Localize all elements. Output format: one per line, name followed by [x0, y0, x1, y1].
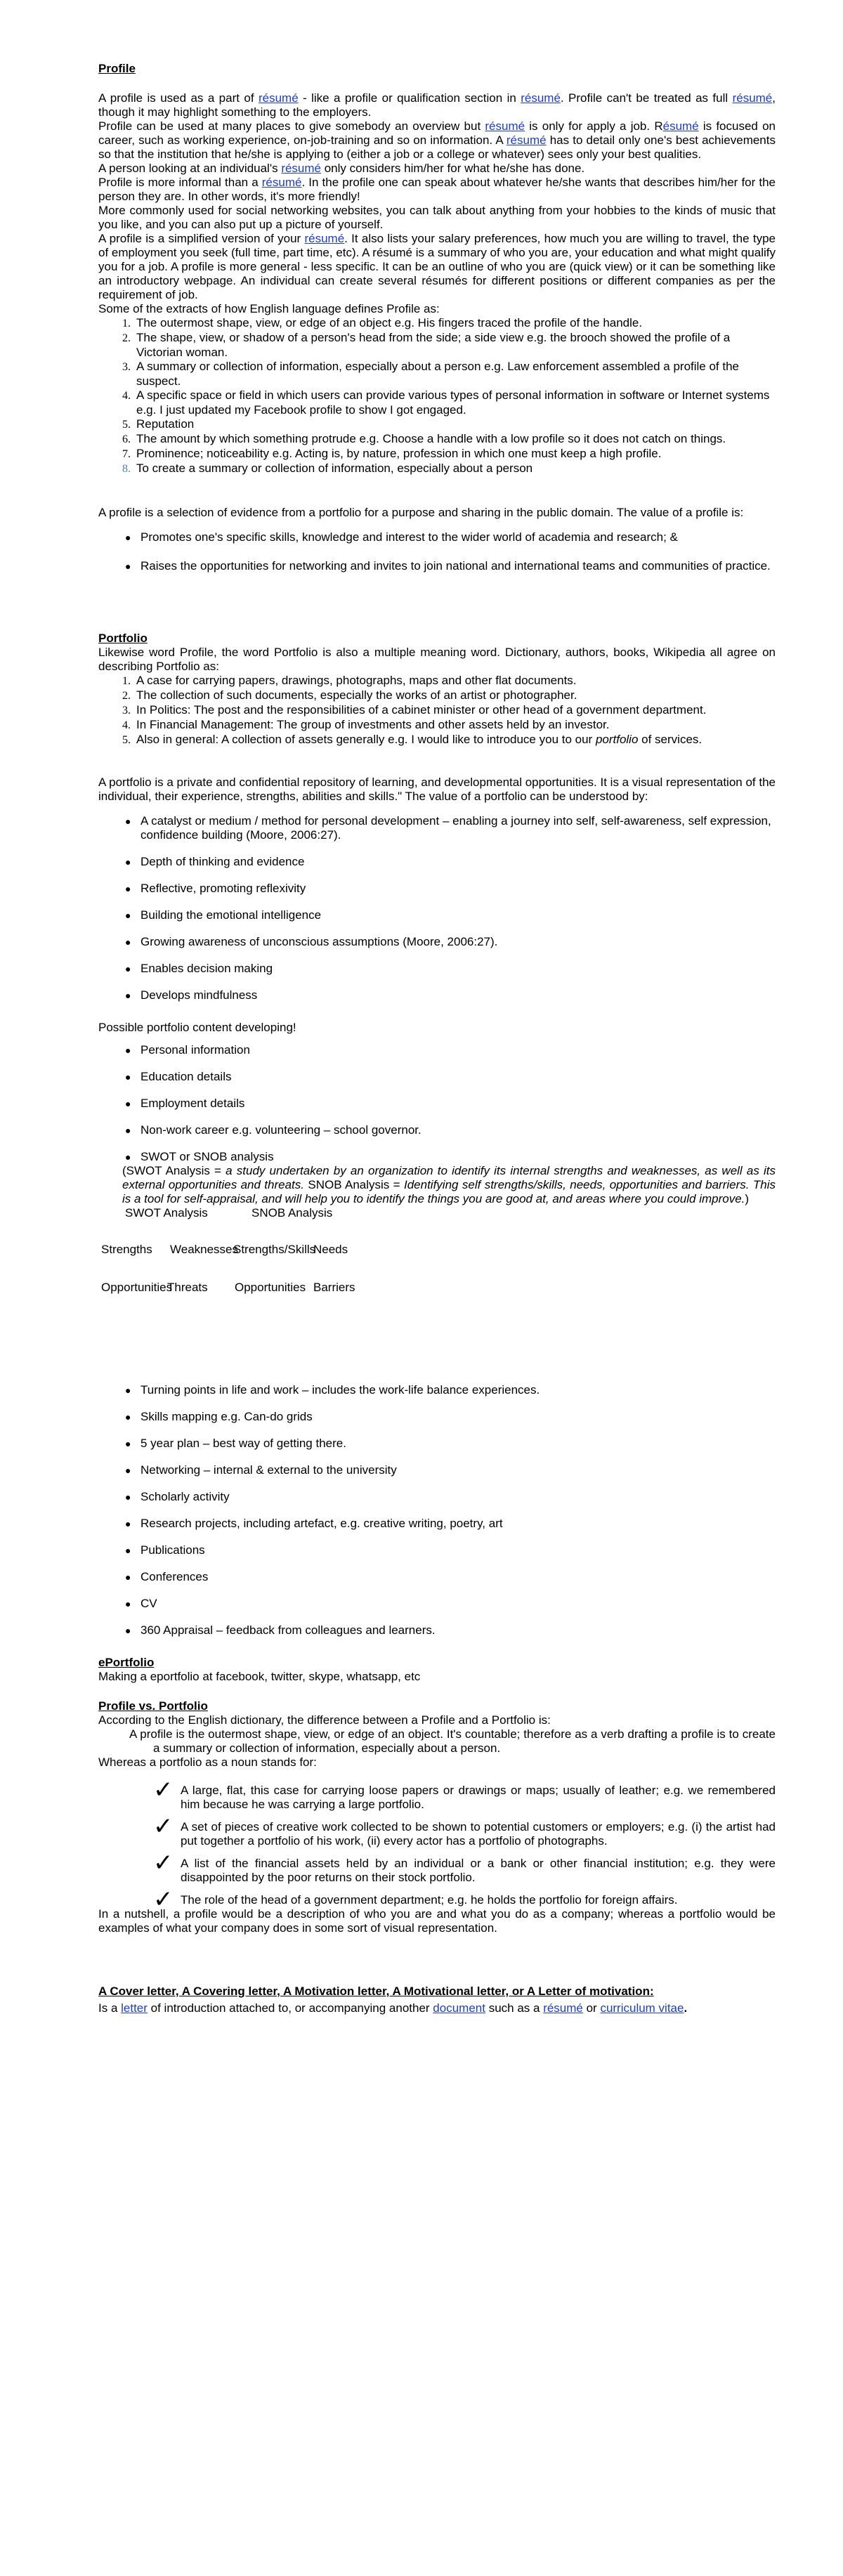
resume-link[interactable]: résumé — [281, 162, 321, 175]
swot-cell: Threats — [167, 1281, 208, 1294]
portfolio-definition-list — [98, 674, 776, 747]
list-item: 2. The collection of such documents, especially the works of an artist or photographer. — [122, 688, 577, 702]
resume-link[interactable]: ésumé — [662, 119, 699, 133]
cover-letter-text: Is a letter of introduction attached to, or accompanying another document such as a résumé or curriculum vitae. — [98, 2001, 688, 2015]
versus-intro: According to the English dictionary, the difference between a Profile and a Portfolio is: — [98, 1713, 551, 1727]
list-item: ● Networking – internal & external to the university — [98, 1463, 776, 1477]
resume-link[interactable]: résumé — [304, 232, 345, 245]
list-item: 8. To create a summary or collection of information, especially about a person — [122, 462, 533, 475]
profile-heading: Profile — [98, 62, 136, 75]
profile-paragraph-1: A profile is used as a part of résumé - like a profile or qualification section in résumé. Profile can't be treated as full résumé, though it may highlight something to the employers. — [98, 91, 776, 119]
list-item: ● CV — [98, 1597, 776, 1611]
check-icon: ✓ — [153, 1776, 174, 1804]
snob-cell: Needs — [313, 1243, 348, 1256]
list-item: ● SWOT or SNOB analysis — [98, 1150, 776, 1164]
list-item: ● 5 year plan – best way of getting there. — [98, 1437, 776, 1451]
profile-value-list — [98, 530, 776, 573]
check-icon: ✓ — [153, 1849, 174, 1877]
list-item: ● Skills mapping e.g. Can-do grids — [98, 1410, 776, 1424]
list-item: ● Non-work career e.g. volunteering – school governor. — [98, 1123, 776, 1137]
swot-snob-table — [98, 1206, 776, 1312]
eportfolio-text: Making a eportfolio at facebook, twitter, skype, whatsapp, etc — [98, 1670, 421, 1683]
versus-check-list — [98, 1776, 776, 1914]
portfolio-content-intro: Possible portfolio content developing! — [98, 1021, 296, 1034]
list-item: ✓ A set of pieces of creative work collected to be shown to potential customers or employers; e.g. (i) the artist had put together a portfolio of his work, (ii) every actor has a portfolio of photographs. — [153, 1812, 776, 1848]
list-item: ● Publications — [98, 1543, 776, 1557]
list-item: ● Personal information — [98, 1043, 776, 1057]
resume-link[interactable]: résumé — [543, 2001, 583, 2015]
list-item: ● Raises the opportunities for networking and invites to join national and international teams and communities of practice. — [98, 559, 776, 573]
list-item: ✓ A large, flat, this case for carrying loose papers or drawings or maps; usually of leather; e.g. we remembered him because he was carrying a large portfolio. — [153, 1776, 776, 1811]
resume-link[interactable]: résumé — [521, 91, 561, 105]
list-item: 6. The amount by which something protrude e.g. Choose a handle with a low profile so it does not catch on things. — [122, 432, 726, 445]
document-page — [98, 62, 776, 2018]
list-item: ● Employment details — [98, 1097, 776, 1111]
swot-cell: Strengths — [101, 1243, 152, 1256]
swot-cell: Opportunities — [101, 1281, 173, 1294]
cover-letter-heading: A Cover letter, A Covering letter, A Motivation letter, A Motivational letter, or A Letter of motivation: — [98, 1985, 654, 1998]
profile-definition-list — [98, 316, 776, 476]
profile-paragraph-4: Profile is more informal than a résumé. In the profile one can speak about whatever he/she wants that describes him/her for the person they are. In other words, it's more friendly! — [98, 176, 776, 203]
snob-title: SNOB Analysis — [251, 1206, 333, 1220]
list-item: ✓ A list of the financial assets held by an individual or a bank or other financial institution; e.g. they were disappointed by the poor returns on their stock portfolio. — [153, 1849, 776, 1884]
list-item: 5. Reputation — [122, 417, 195, 431]
list-item: ● Growing awareness of unconscious assumptions (Moore, 2006:27). — [98, 935, 776, 949]
list-item: ● Reflective, promoting reflexivity — [98, 882, 776, 896]
portfolio-value-intro: A portfolio is a private and confidential repository of learning, and developmental opportunities. It is a visual representation of the individual, their experience, strengths, abilities and skills." The value of a portfolio can be understood by: — [98, 776, 776, 803]
list-item: ● Scholarly activity — [98, 1490, 776, 1504]
portfolio-content-list-a — [98, 1043, 776, 1164]
versus-summary: In a nutshell, a profile would be a description of who you are and what you do as a company; whereas a portfolio would be examples of what your company does in some sort of visual representation. — [98, 1907, 776, 1935]
check-icon: ✓ — [153, 1885, 174, 1914]
profile-paragraph-7: Some of the extracts of how English language defines Profile as: — [98, 302, 440, 315]
profile-paragraph-3: A person looking at an individual's résumé only considers him/her for what he/she has done. — [98, 162, 585, 175]
portfolio-heading: Portfolio — [98, 632, 148, 645]
document-link[interactable]: document — [433, 2001, 485, 2015]
list-item: ● Promotes one's specific skills, knowledge and interest to the wider world of academia and research; & — [98, 530, 776, 544]
swot-cell: Weaknesses — [170, 1243, 239, 1256]
resume-link[interactable]: résumé — [261, 176, 302, 189]
list-item: ● Research projects, including artefact, e.g. creative writing, poetry, art — [98, 1517, 776, 1531]
resume-link[interactable]: résumé — [506, 133, 547, 147]
list-item: 4. In Financial Management: The group of investments and other assets held by an investor. — [122, 718, 610, 731]
portfolio-content-list-b — [98, 1383, 776, 1637]
profile-paragraph-6: A profile is a simplified version of your résumé. It also lists your salary preferences, how much you are willing to travel, the type of employment you seek (full time, part time, etc). A résumé is a summary of who you are, your education and what might qualify you for a job. A profile is more general - less specific. It can be an outline of who you are (quick view) or it can be something like an introductory webpage. An individual can create several résumés for different positions or different companies as per the requirement of job. — [98, 232, 776, 301]
profile-paragraph-2: Profile can be used at many places to give somebody an overview but résumé is only for apply a job. Résumé is focused on career, such as working experience, on-job-training and so on information. A résumé has to detail only one's best achievements so that the institution that he/she is applying to (either a job or a college or whatever) sees only your best qualities. — [98, 119, 776, 161]
resume-link[interactable]: résumé — [485, 119, 525, 133]
snob-cell: Opportunities — [235, 1281, 306, 1294]
check-icon: ✓ — [153, 1812, 174, 1841]
list-item: ● Building the emotional intelligence — [98, 908, 776, 922]
versus-portfolio-intro: Whereas a portfolio as a noun stands for: — [98, 1756, 317, 1769]
letter-link[interactable]: letter — [121, 2001, 148, 2015]
curriculum-vitae-link[interactable]: curriculum vitae — [600, 2001, 684, 2015]
resume-link[interactable]: résumé — [258, 91, 299, 105]
list-item: 3. In Politics: The post and the responsibilities of a cabinet minister or other head of a government department. — [122, 703, 707, 717]
list-item: 3. A summary or collection of information, especially about a person e.g. Law enforcement assembled a profile of the suspect. — [122, 360, 740, 388]
list-item: 2. The shape, view, or shadow of a person's head from the side; a side view e.g. the brooch showed the profile of a Victorian woman. — [122, 331, 731, 359]
list-item: 7. Prominence; noticeability e.g. Acting is, by nature, profession in which one must keep a high profile. — [122, 447, 662, 460]
swot-title: SWOT Analysis — [125, 1206, 208, 1220]
list-item: ● Depth of thinking and evidence — [98, 855, 776, 869]
list-item: ✓ The role of the head of a government department; e.g. he holds the portfolio for foreign affairs. — [153, 1885, 678, 1914]
list-item: 5. Also in general: A collection of assets generally e.g. I would like to introduce you to our portfolio of services. — [122, 733, 702, 746]
portfolio-intro: Likewise word Profile, the word Portfolio is also a multiple meaning word. Dictionary, authors, books, Wikipedia all agree on describing Portfolio as: — [98, 646, 776, 673]
eportfolio-heading: ePortfolio — [98, 1656, 155, 1669]
snob-cell: Barriers — [313, 1281, 355, 1294]
profile-value-intro: A profile is a selection of evidence from a portfolio for a purpose and sharing in the public domain. The value of a profile is: — [98, 506, 744, 519]
list-item: ● Develops mindfulness — [98, 988, 776, 1002]
list-item: 1. A case for carrying papers, drawings, photographs, maps and other flat documents. — [122, 674, 577, 687]
snob-cell: Strengths/Skills — [233, 1243, 316, 1256]
versus-profile-definition: A profile is the outermost shape, view, or edge of an object. It's countable; therefore as a verb drafting a profile is to create a summary or collection of information, especially about a person. — [129, 1727, 776, 1755]
list-item: 1. The outermost shape, view, or edge of an object e.g. His fingers traced the profile of the handle. — [122, 316, 643, 329]
list-item: 4. A specific space or field in which users can provide various types of personal information in software or Internet systems e.g. I just updated my Facebook profile to show I got engaged. — [122, 388, 770, 417]
profile-paragraph-5: More commonly used for social networking websites, you can talk about anything from your hobbies to the kinds of music that you like, and you can also put up a picture of yourself. — [98, 204, 776, 231]
list-item: ● Conferences — [98, 1570, 776, 1584]
resume-link[interactable]: résumé — [732, 91, 773, 105]
list-item: ● A catalyst or medium / method for personal development – enabling a journey into self, self-awareness, self expression, confidence building (Moore, 2006:27). — [98, 814, 776, 842]
list-item: ● Education details — [98, 1070, 776, 1084]
versus-heading: Profile vs. Portfolio — [98, 1699, 208, 1713]
list-item: ● 360 Appraisal – feedback from colleagues and learners. — [98, 1623, 776, 1637]
list-item: ● Enables decision making — [98, 962, 776, 976]
portfolio-value-list — [98, 814, 776, 1002]
list-item: ● Turning points in life and work – includes the work-life balance experiences. — [98, 1383, 776, 1397]
swot-note: (SWOT Analysis = a study undertaken by an organization to identify its internal strengths and weaknesses, as well as its external opportunities and threats. SNOB Analysis = Identifying self strengths/skills, needs, opportunities and barriers. This is a tool for self-appraisal, and will help you to identify the things you are good at, and areas where you could improve.) — [122, 1164, 776, 1205]
